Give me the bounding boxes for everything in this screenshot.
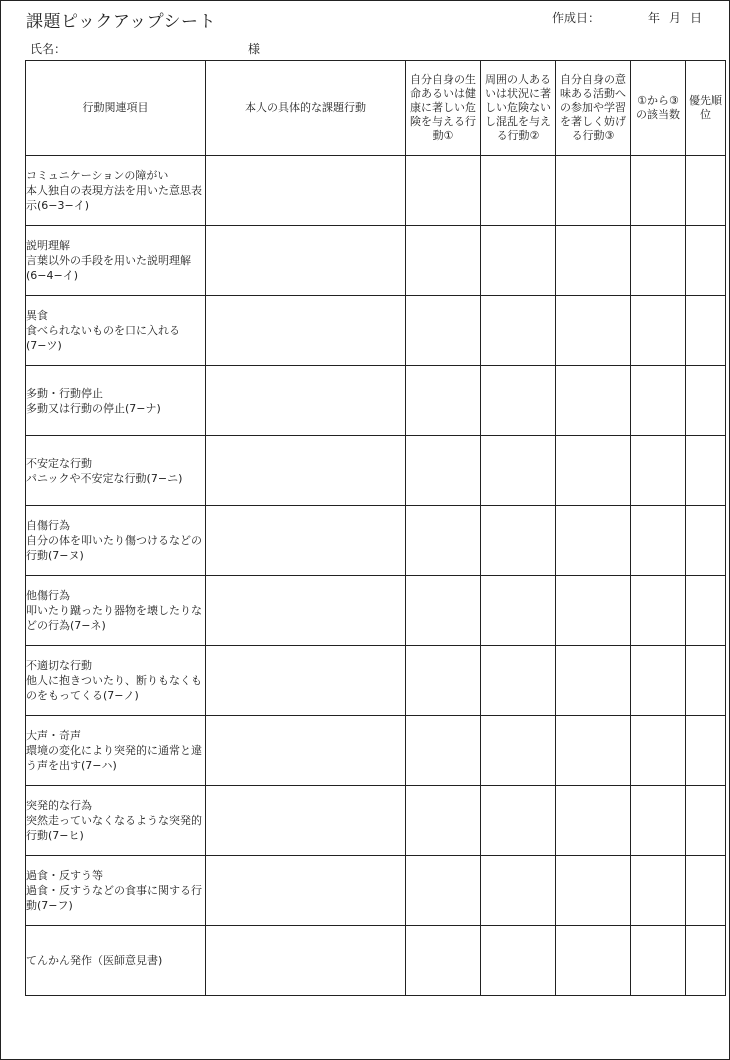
item-detail: 本人独自の表現方法を用いた意思表示(6−3−イ) bbox=[26, 184, 202, 212]
count-cell[interactable] bbox=[631, 856, 686, 926]
self-danger-cell[interactable] bbox=[406, 506, 481, 576]
specific-behavior-cell[interactable] bbox=[206, 576, 406, 646]
self-danger-cell[interactable] bbox=[406, 856, 481, 926]
item-cell bbox=[26, 786, 206, 856]
activity-hindrance-cell[interactable] bbox=[556, 226, 631, 296]
item-detail: 自分の体を叩いたり傷つけるなどの行動(7−ヌ) bbox=[26, 534, 202, 562]
item-category: てんかん発作（医師意見書) bbox=[26, 954, 163, 967]
count-cell[interactable] bbox=[631, 156, 686, 226]
table-row bbox=[26, 646, 726, 716]
col-header-self-danger: 自分自身の生命あるいは健康に著しい危険を与える行動① bbox=[406, 61, 481, 156]
priority-cell[interactable] bbox=[686, 926, 726, 996]
others-danger-cell[interactable] bbox=[481, 786, 556, 856]
self-danger-cell[interactable] bbox=[406, 716, 481, 786]
count-cell[interactable] bbox=[631, 506, 686, 576]
day-label: 日 bbox=[690, 11, 703, 25]
specific-behavior-cell[interactable] bbox=[206, 366, 406, 436]
item-category: 自傷行為 bbox=[26, 519, 70, 532]
item-category: 不適切な行動 bbox=[26, 659, 92, 672]
others-danger-cell[interactable] bbox=[481, 506, 556, 576]
item-detail: パニックや不安定な行動(7−ニ) bbox=[26, 471, 183, 485]
month-label: 月 bbox=[669, 11, 682, 25]
priority-cell[interactable] bbox=[686, 856, 726, 926]
priority-cell[interactable] bbox=[686, 436, 726, 506]
count-cell[interactable] bbox=[631, 296, 686, 366]
specific-behavior-cell[interactable] bbox=[206, 716, 406, 786]
item-detail: 他人に抱きついたり、断りもなくものをもってくる(7−ノ) bbox=[26, 674, 202, 702]
sheet-title: 課題ピックアップシート bbox=[26, 12, 216, 32]
count-cell[interactable] bbox=[631, 366, 686, 436]
item-cell bbox=[26, 436, 206, 506]
item-detail: 環境の変化により突発的に通常と違う声を出す(7−ハ) bbox=[26, 744, 202, 772]
count-cell[interactable] bbox=[631, 646, 686, 716]
item-cell bbox=[26, 226, 206, 296]
others-danger-cell[interactable] bbox=[481, 926, 556, 996]
table-row bbox=[26, 926, 726, 996]
col-header-specific-behavior: 本人の具体的な課題行動 bbox=[206, 61, 406, 156]
activity-hindrance-cell[interactable] bbox=[556, 716, 631, 786]
count-cell[interactable] bbox=[631, 786, 686, 856]
col-header-activity-hindrance: 自分自身の意味ある活動への参加や学習を著しく妨げる行動③ bbox=[556, 61, 631, 156]
specific-behavior-cell[interactable] bbox=[206, 296, 406, 366]
priority-cell[interactable] bbox=[686, 576, 726, 646]
specific-behavior-cell[interactable] bbox=[206, 436, 406, 506]
item-category: 大声・奇声 bbox=[26, 729, 81, 742]
table-row bbox=[26, 506, 726, 576]
priority-cell[interactable] bbox=[686, 366, 726, 436]
others-danger-cell[interactable] bbox=[481, 716, 556, 786]
honorific-label: 様 bbox=[248, 42, 261, 56]
year-label: 年 bbox=[648, 11, 661, 25]
priority-cell[interactable] bbox=[686, 646, 726, 716]
self-danger-cell[interactable] bbox=[406, 576, 481, 646]
pickup-table bbox=[25, 60, 726, 996]
table-row bbox=[26, 786, 726, 856]
count-cell[interactable] bbox=[631, 576, 686, 646]
item-cell bbox=[26, 506, 206, 576]
count-cell[interactable] bbox=[631, 436, 686, 506]
count-cell[interactable] bbox=[631, 226, 686, 296]
self-danger-cell[interactable] bbox=[406, 226, 481, 296]
others-danger-cell[interactable] bbox=[481, 436, 556, 506]
item-detail: 多動又は行動の停止(7−ナ) bbox=[26, 401, 161, 415]
table-row bbox=[26, 156, 726, 226]
specific-behavior-cell[interactable] bbox=[206, 926, 406, 996]
specific-behavior-cell[interactable] bbox=[206, 226, 406, 296]
table-row bbox=[26, 366, 726, 436]
item-cell bbox=[26, 646, 206, 716]
item-cell bbox=[26, 576, 206, 646]
item-category: 突発的な行為 bbox=[26, 799, 92, 812]
item-category: 説明理解 bbox=[26, 239, 70, 252]
item-cell bbox=[26, 296, 206, 366]
item-cell bbox=[26, 366, 206, 436]
self-danger-cell[interactable] bbox=[406, 646, 481, 716]
item-category: 他傷行為 bbox=[26, 589, 70, 602]
activity-hindrance-cell[interactable] bbox=[556, 296, 631, 366]
table-row bbox=[26, 576, 726, 646]
item-cell bbox=[26, 716, 206, 786]
specific-behavior-cell[interactable] bbox=[206, 506, 406, 576]
table-row bbox=[26, 856, 726, 926]
activity-hindrance-cell[interactable] bbox=[556, 436, 631, 506]
item-category: 異食 bbox=[26, 309, 48, 322]
others-danger-cell[interactable] bbox=[481, 646, 556, 716]
priority-cell[interactable] bbox=[686, 506, 726, 576]
count-cell[interactable] bbox=[631, 716, 686, 786]
item-cell bbox=[26, 156, 206, 226]
item-cell bbox=[26, 926, 206, 996]
col-header-others-danger: 周囲の人あるいは状況に著しい危険ないし混乱を与える行動② bbox=[481, 61, 556, 156]
self-danger-cell[interactable] bbox=[406, 156, 481, 226]
self-danger-cell[interactable] bbox=[406, 366, 481, 436]
specific-behavior-cell[interactable] bbox=[206, 156, 406, 226]
activity-hindrance-cell[interactable] bbox=[556, 576, 631, 646]
specific-behavior-cell[interactable] bbox=[206, 786, 406, 856]
table-header-row bbox=[26, 61, 726, 156]
priority-cell[interactable] bbox=[686, 226, 726, 296]
others-danger-cell[interactable] bbox=[481, 366, 556, 436]
item-category: 多動・行動停止 bbox=[26, 386, 103, 400]
others-danger-cell[interactable] bbox=[481, 296, 556, 366]
priority-cell[interactable] bbox=[686, 716, 726, 786]
others-danger-cell[interactable] bbox=[481, 576, 556, 646]
self-danger-cell[interactable] bbox=[406, 926, 481, 996]
item-detail: 叩いたり蹴ったり器物を壊したりなどの行為(7−ネ) bbox=[26, 604, 202, 632]
item-detail: 食べられないものを口に入れる(7−ツ) bbox=[26, 324, 180, 352]
table-row bbox=[26, 296, 726, 366]
count-cell[interactable] bbox=[631, 926, 686, 996]
others-danger-cell[interactable] bbox=[481, 156, 556, 226]
activity-hindrance-cell[interactable] bbox=[556, 156, 631, 226]
priority-cell[interactable] bbox=[686, 156, 726, 226]
col-header-count: ①から③の該当数 bbox=[631, 61, 686, 156]
others-danger-cell[interactable] bbox=[481, 856, 556, 926]
specific-behavior-cell[interactable] bbox=[206, 646, 406, 716]
item-detail: 突然走っていなくなるような突発的行動(7−ヒ) bbox=[26, 814, 202, 842]
activity-hindrance-cell[interactable] bbox=[556, 506, 631, 576]
activity-hindrance-cell[interactable] bbox=[556, 856, 631, 926]
self-danger-cell[interactable] bbox=[406, 296, 481, 366]
item-detail: 過食・反すうなどの食事に関する行動(7−フ) bbox=[26, 884, 202, 912]
col-header-priority: 優先順位 bbox=[686, 61, 726, 156]
item-cell bbox=[26, 856, 206, 926]
table-row bbox=[26, 716, 726, 786]
activity-hindrance-cell[interactable] bbox=[556, 366, 631, 436]
item-detail: 言葉以外の手段を用いた説明理解(6−4−イ) bbox=[26, 254, 191, 282]
table-row bbox=[26, 226, 726, 296]
name-label: 氏名： bbox=[30, 42, 67, 56]
table-row bbox=[26, 436, 726, 506]
self-danger-cell[interactable] bbox=[406, 436, 481, 506]
item-category: 不安定な行動 bbox=[26, 456, 92, 470]
activity-hindrance-cell[interactable] bbox=[556, 926, 631, 996]
activity-hindrance-cell[interactable] bbox=[556, 646, 631, 716]
self-danger-cell[interactable] bbox=[406, 786, 481, 856]
specific-behavior-cell[interactable] bbox=[206, 856, 406, 926]
priority-cell[interactable] bbox=[686, 296, 726, 366]
activity-hindrance-cell[interactable] bbox=[556, 786, 631, 856]
item-category: 過食・反すう等 bbox=[26, 869, 103, 882]
others-danger-cell[interactable] bbox=[481, 226, 556, 296]
col-header-item: 行動関連項目 bbox=[26, 61, 206, 156]
priority-cell[interactable] bbox=[686, 786, 726, 856]
created-date-label: 作成日： bbox=[552, 11, 601, 25]
item-category: コミュニケーションの障がい bbox=[26, 169, 169, 182]
